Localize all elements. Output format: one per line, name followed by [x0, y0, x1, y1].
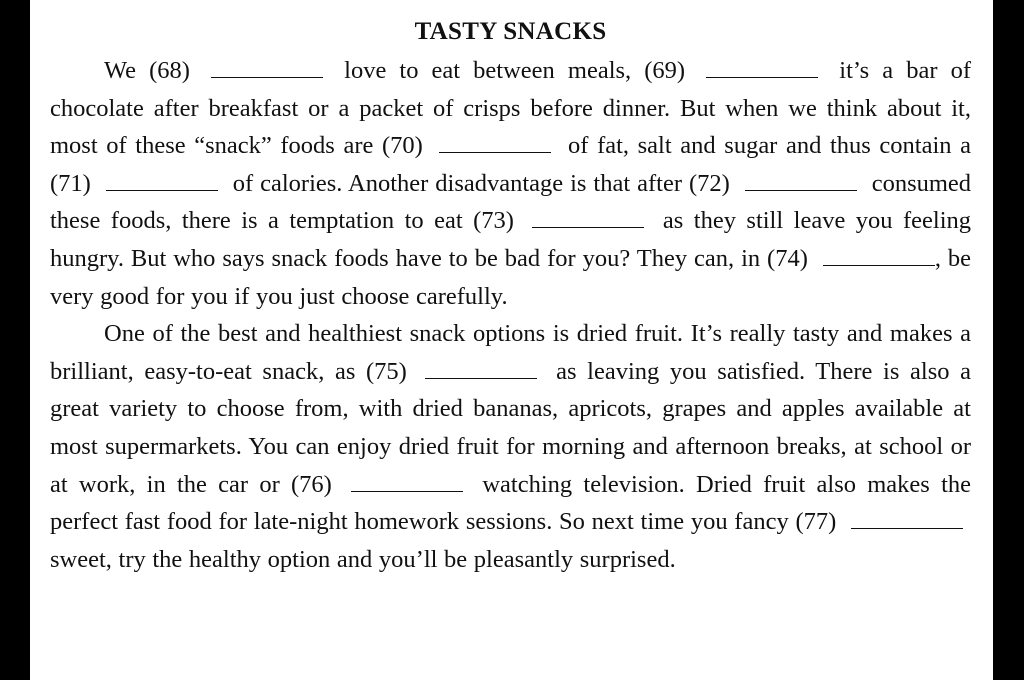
blank-70[interactable] — [439, 132, 551, 153]
text-segment: it’s a bar of chocolate after breakfast or a packet of crisps before dinner. But when we think about it, most of these “snack” foods are (70) — [50, 57, 972, 160]
text-segment: We (68) — [104, 57, 190, 84]
blank-75[interactable] — [425, 358, 537, 379]
blank-73[interactable] — [532, 207, 644, 228]
blank-68[interactable] — [211, 57, 323, 78]
text-segment: One of the best and healthiest snack options is dried fruit. It’s really tasty and makes a brilliant, easy-to-eat snack, as (75) — [50, 320, 971, 385]
text-segment: of calories. Another disadvantage is that after (72) — [232, 169, 730, 197]
blank-77[interactable] — [851, 508, 963, 529]
text-segment: love to eat between meals, (69) — [344, 57, 686, 84]
text-segment: consumed these foods, there is a temptation to eat (73) — [50, 169, 972, 235]
blank-72[interactable] — [745, 170, 857, 191]
text-segment: , be very good for you if you just choose carefully. — [50, 244, 972, 310]
blank-71[interactable] — [106, 170, 218, 191]
text-segment: of fat, salt and sugar and thus contain a (71) — [50, 132, 972, 197]
blank-74[interactable] — [823, 245, 935, 266]
worksheet-page — [30, 0, 993, 680]
passage-title: TASTY SNACKS — [414, 18, 607, 45]
text-segment: as they still leave you feeling hungry. But who says snack foods have to be bad for you? They can, in (74) — [50, 207, 972, 272]
text-segment: sweet, try the healthy option and you’ll be pleasantly surprised. — [50, 545, 676, 573]
blank-69[interactable] — [706, 57, 818, 78]
text-segment: watching television. Dried fruit also makes the perfect fast food for late-night homework sessions. So next time you fancy (77) — [50, 470, 972, 536]
paragraph-2 — [50, 315, 971, 578]
blank-76[interactable] — [351, 471, 463, 492]
paragraph-1 — [50, 52, 971, 315]
text-segment: as leaving you satisfied. There is also a great variety to choose from, with dried bananas, apricots, grapes and apples available at most supermarkets. You can enjoy dried fruit for morning and afternoon breaks, at school or at work, in the car or (76) — [50, 357, 971, 498]
